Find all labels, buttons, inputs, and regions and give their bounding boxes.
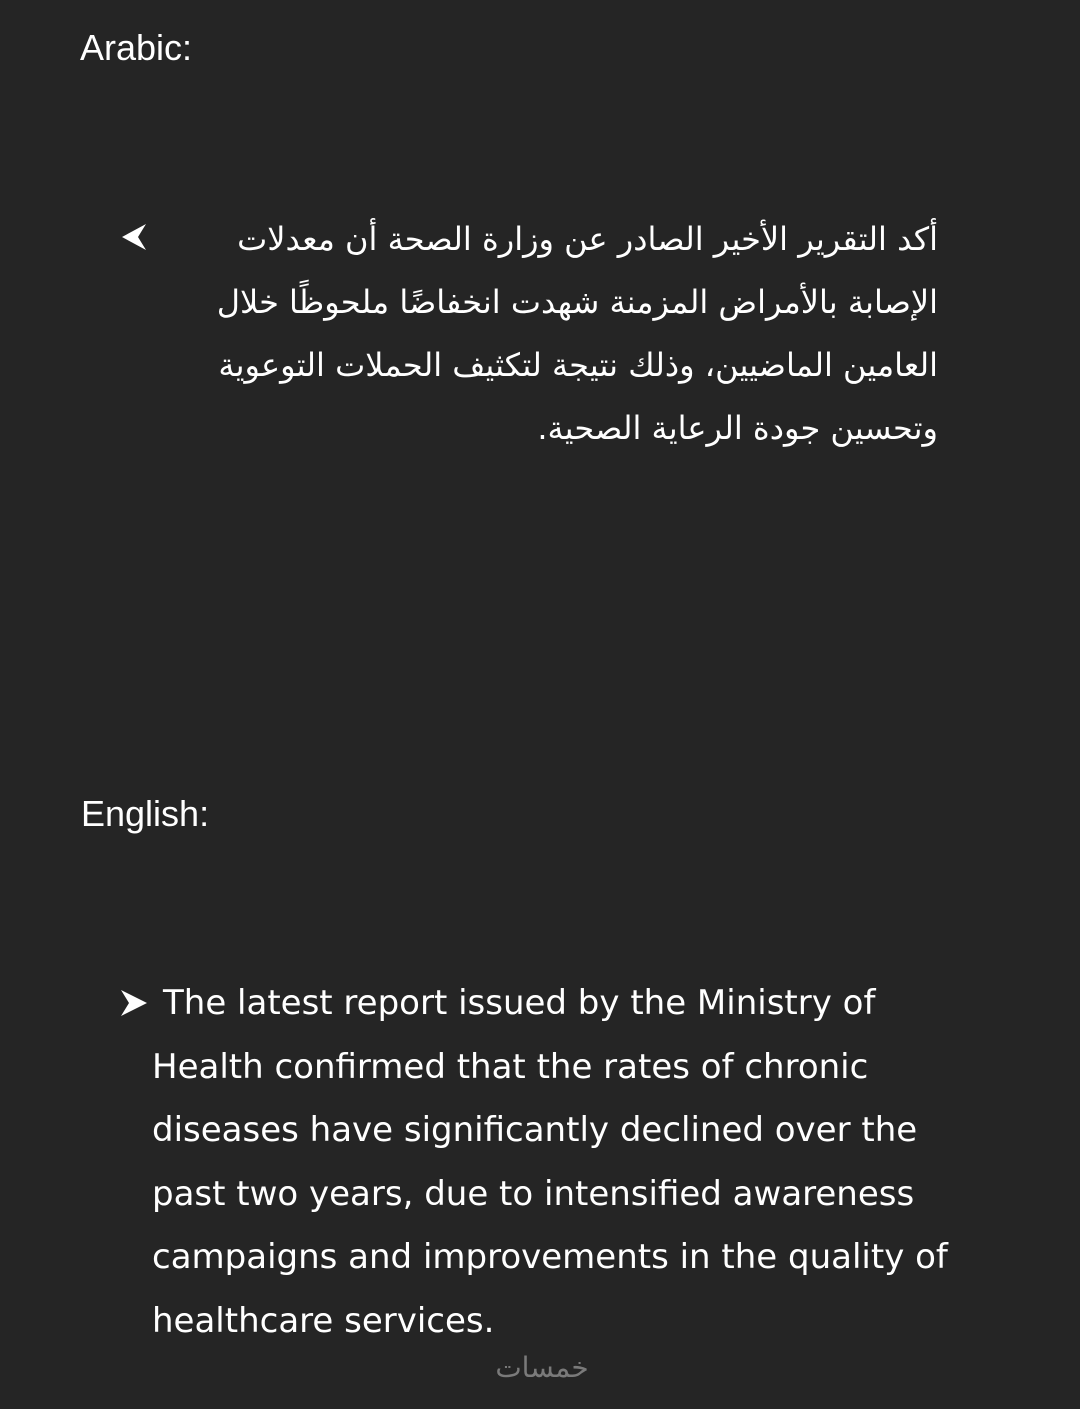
- arrowhead-bullet-icon: [117, 986, 153, 1020]
- watermark-logo: خمسات: [495, 1351, 589, 1384]
- english-paragraph: The latest report issued by the Ministry of Health confirmed that the rates of chronic diseases have significantly declined over the past two years, due to intensified awareness campaigns and improvements in the quality of healthcare services.: [152, 983, 948, 1341]
- arabic-section-heading: Arabic:: [80, 27, 193, 68]
- arrowhead-bullet-icon: [116, 220, 150, 254]
- arabic-paragraph: أكد التقرير الأخير الصادر عن وزارة الصحة أن معدلات الإصابة بالأمراض المزمنة شهدت انخفاضًا ملحوظًا خلال العامين الماضيين، وذلك نتيجة لتكثيف الحملات التوعوية وتحسين جودة الرعاية الصحية.: [216, 220, 938, 447]
- english-section-heading: English:: [81, 793, 210, 834]
- english-bullet-item: [114, 972, 1014, 1362]
- arabic-bullet-item: [114, 208, 944, 468]
